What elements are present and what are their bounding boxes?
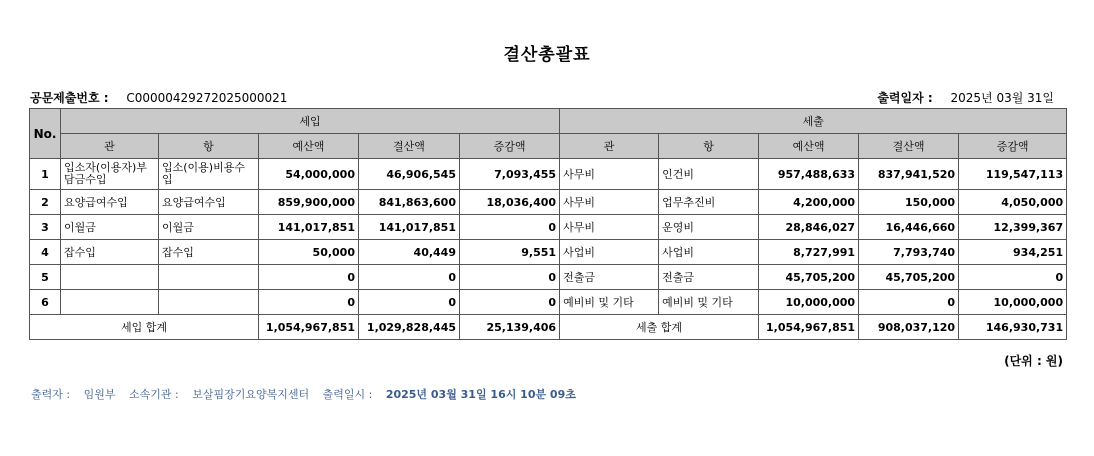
row-no: 3: [30, 215, 61, 240]
expense-settled: 7,793,740: [859, 240, 959, 265]
income-settled: 841,863,600: [359, 190, 460, 215]
row-no: 5: [30, 265, 61, 290]
document-number: [30, 89, 287, 106]
print-time-value: 2025년 03월 31일 16시 10분 09초: [385, 388, 576, 401]
table-row: [30, 215, 1067, 240]
expense-budget: 10,000,000: [759, 290, 859, 315]
income-settled: 0: [359, 290, 460, 315]
expense-gwan: 사무비: [560, 190, 659, 215]
income-gwan: [61, 290, 159, 315]
income-diff: 9,551: [460, 240, 560, 265]
print-date: [877, 89, 1054, 106]
header-income-settled: 결산액: [359, 134, 460, 159]
row-no: 4: [30, 240, 61, 265]
expense-budget: 8,727,991: [759, 240, 859, 265]
expense-gwan: 사무비: [560, 159, 659, 190]
header-income-budget: 예산액: [259, 134, 359, 159]
income-diff: 0: [460, 290, 560, 315]
expense-budget: 45,705,200: [759, 265, 859, 290]
income-hang: [159, 290, 259, 315]
expense-diff: 119,547,113: [959, 159, 1067, 190]
settlement-summary-table: [29, 108, 1067, 340]
income-total-settled: 1,029,828,445: [359, 315, 460, 340]
income-budget: 0: [259, 265, 359, 290]
header-income-hang: 항: [159, 134, 259, 159]
row-no: 2: [30, 190, 61, 215]
income-total-budget: 1,054,967,851: [259, 315, 359, 340]
header-expense-settled: 결산액: [859, 134, 959, 159]
expense-total-settled: 908,037,120: [859, 315, 959, 340]
expense-budget: 4,200,000: [759, 190, 859, 215]
unit-note: (단위 : 원): [1004, 354, 1063, 368]
income-settled: 0: [359, 265, 460, 290]
table-row: [30, 190, 1067, 215]
expense-gwan: 전출금: [560, 265, 659, 290]
expense-settled: 0: [859, 290, 959, 315]
org-label: 소속기관 :: [128, 388, 179, 401]
expense-settled: 837,941,520: [859, 159, 959, 190]
totals-row: [30, 315, 1067, 340]
expense-diff: 4,050,000: [959, 190, 1067, 215]
income-gwan: 잡수입: [61, 240, 159, 265]
header-expense: 세출: [560, 109, 1067, 134]
table-row: [30, 240, 1067, 265]
income-budget: 50,000: [259, 240, 359, 265]
expense-hang: 인건비: [659, 159, 759, 190]
expense-hang: 예비비 및 기타: [659, 290, 759, 315]
header-income-diff: 증감액: [460, 134, 560, 159]
print-date-value: 2025년 03월 31일: [950, 91, 1054, 105]
income-diff: 0: [460, 265, 560, 290]
header-no: No.: [30, 109, 61, 159]
income-budget: 54,000,000: [259, 159, 359, 190]
expense-gwan: 예비비 및 기타: [560, 290, 659, 315]
expense-gwan: 사업비: [560, 240, 659, 265]
table-row: [30, 159, 1067, 190]
print-date-label: 출력일자 :: [877, 91, 933, 105]
expense-hang: 업무추진비: [659, 190, 759, 215]
print-time-label: 출력일시 :: [322, 388, 373, 401]
expense-hang: 사업비: [659, 240, 759, 265]
expense-budget: 28,846,027: [759, 215, 859, 240]
income-diff: 18,036,400: [460, 190, 560, 215]
table-row: [30, 290, 1067, 315]
org-name: 보살핌장기요양복지센터: [192, 388, 310, 401]
income-hang: 잡수입: [159, 240, 259, 265]
expense-gwan: 사무비: [560, 215, 659, 240]
income-hang: 입소(이용)비용수입: [159, 159, 259, 190]
table-row: [30, 265, 1067, 290]
income-settled: 141,017,851: [359, 215, 460, 240]
header-expense-gwan: 관: [560, 134, 659, 159]
expense-settled: 150,000: [859, 190, 959, 215]
income-settled: 46,906,545: [359, 159, 460, 190]
expense-budget: 957,488,633: [759, 159, 859, 190]
page-title: 결산총괄표: [503, 45, 591, 65]
expense-diff: 10,000,000: [959, 290, 1067, 315]
expense-total-diff: 146,930,731: [959, 315, 1067, 340]
income-total-diff: 25,139,406: [460, 315, 560, 340]
expense-diff: 0: [959, 265, 1067, 290]
income-total-label: 세입 합계: [30, 315, 259, 340]
expense-settled: 16,446,660: [859, 215, 959, 240]
income-gwan: 이월금: [61, 215, 159, 240]
income-hang: 이월금: [159, 215, 259, 240]
expense-diff: 12,399,367: [959, 215, 1067, 240]
income-gwan: 입소자(이용자)부담금수입: [61, 159, 159, 190]
income-settled: 40,449: [359, 240, 460, 265]
expense-total-budget: 1,054,967,851: [759, 315, 859, 340]
income-hang: 요양급여수입: [159, 190, 259, 215]
income-diff: 0: [460, 215, 560, 240]
expense-settled: 45,705,200: [859, 265, 959, 290]
expense-diff: 934,251: [959, 240, 1067, 265]
header-income-gwan: 관: [61, 134, 159, 159]
printer-label: 출력자 :: [31, 388, 71, 401]
document-number-value: C00000429272025000021: [126, 91, 288, 105]
income-hang: [159, 265, 259, 290]
income-budget: 141,017,851: [259, 215, 359, 240]
header-expense-diff: 증감액: [959, 134, 1067, 159]
row-no: 6: [30, 290, 61, 315]
income-gwan: 요양급여수입: [61, 190, 159, 215]
expense-hang: 전출금: [659, 265, 759, 290]
income-diff: 7,093,455: [460, 159, 560, 190]
document-number-label: 공문제출번호 :: [30, 91, 109, 105]
printer-name: 임원부: [83, 388, 116, 401]
income-budget: 859,900,000: [259, 190, 359, 215]
row-no: 1: [30, 159, 61, 190]
header-income: 세입: [61, 109, 560, 134]
income-budget: 0: [259, 290, 359, 315]
expense-hang: 운영비: [659, 215, 759, 240]
header-expense-budget: 예산액: [759, 134, 859, 159]
income-gwan: [61, 265, 159, 290]
print-footer: [31, 386, 586, 402]
expense-total-label: 세출 합계: [560, 315, 759, 340]
header-expense-hang: 항: [659, 134, 759, 159]
